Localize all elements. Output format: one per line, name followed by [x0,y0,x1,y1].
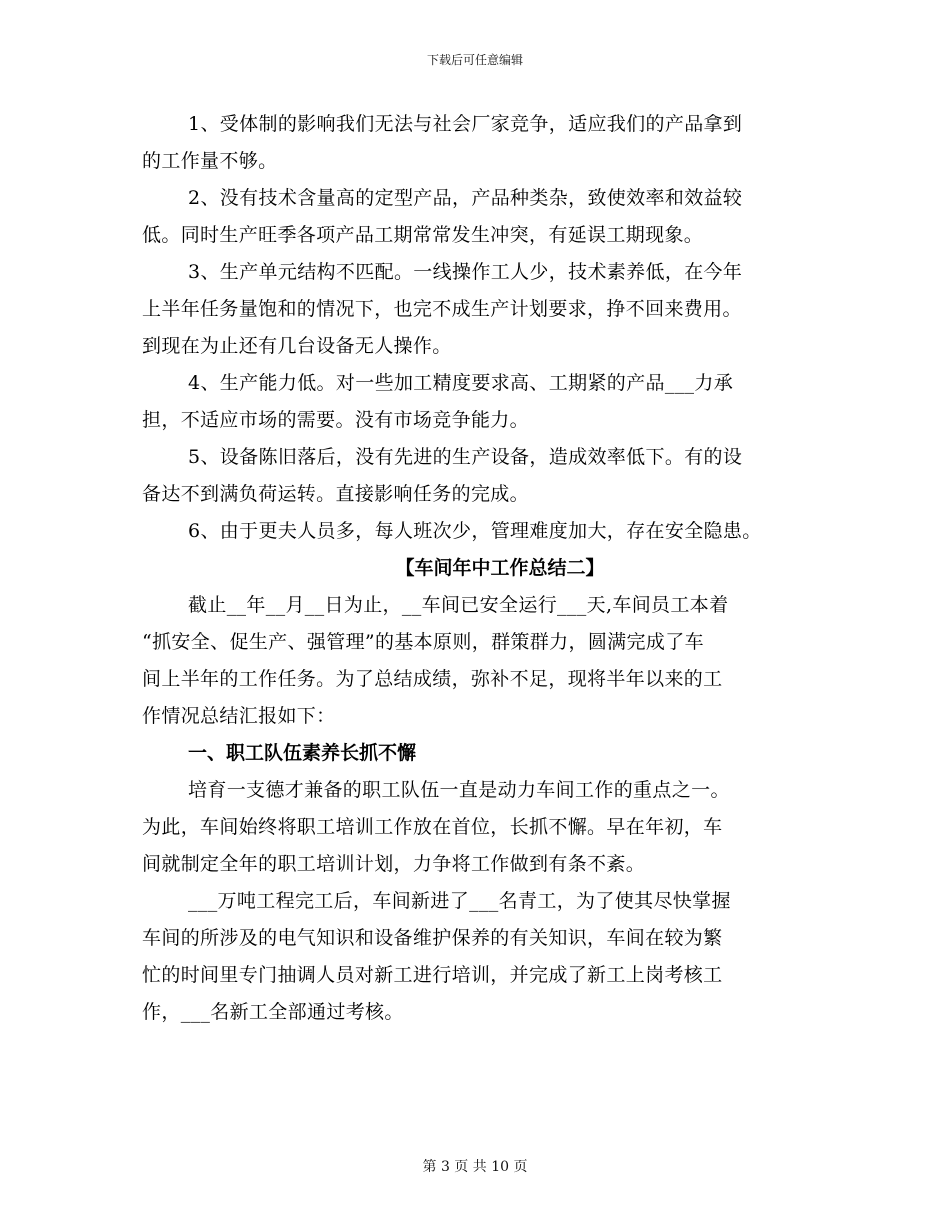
paragraph-line: “抓安全、促生产、强管理”的基本原则，群策群力，圆满完成了车 [142,631,704,653]
subsection-heading: 一、职工队伍素养长抓不懈 [188,742,417,764]
paragraph-line: 3、生产单元结构不匹配。一线操作工人少，技术素养低，在今年 [188,261,743,283]
paragraph-line: 的工作量不够。 [142,150,278,172]
paragraph-line: 为此，车间始终将职工培训工作放在首位，长抓不懈。早在年初，车 [142,816,723,838]
paragraph-line: 担，不适应市场的需要。没有市场竞争能力。 [142,409,530,431]
document-body [142,106,822,1031]
paragraph-line: 上半年任务量饱和的情况下，也完不成生产计划要求，挣不回来费用。 [142,298,742,320]
paragraph-line: 截止__年__月__日为止，__车间已安全运行___天,车间员工本着 [188,594,729,616]
paragraph-line: 培育一支德才兼备的职工队伍一直是动力车间工作的重点之一。 [188,779,730,801]
paragraph-line: 间上半年的工作任务。为了总结成绩，弥补不足，现将半年以来的工 [142,668,723,690]
paragraph-line: 作，___名新工全部通过考核。 [142,1001,404,1023]
paragraph-line: 间就制定全年的职工培训计划，力争将工作做到有条不紊。 [142,853,646,875]
paragraph-line: 2、没有技术含量高的定型产品，产品种类杂，致使效率和效益较 [188,187,743,209]
section-heading: 【车间年中工作总结二】 [395,557,605,579]
paragraph-line: 1、受体制的影响我们无法与社会厂家竞争，适应我们的产品拿到 [188,113,743,135]
page-header: 下载后可任意编辑 [426,53,523,67]
paragraph-line: 低。同时生产旺季各项产品工期常常发生冲突，有延误工期现象。 [142,224,704,246]
page-number: 第 3 页 共 10 页 [422,1159,528,1175]
paragraph-line: 4、生产能力低。对一些加工精度要求高、工期紧的产品___力承 [188,372,734,394]
paragraph-line: 作情况总结汇报如下： [142,705,336,727]
paragraph-line: 到现在为止还有几台设备无人操作。 [142,335,452,357]
paragraph-line: ___万吨工程完工后，车间新进了___名青工，为了使其尽快掌握 [188,890,731,912]
paragraph-line: 忙的时间里专门抽调人员对新工进行培训，并完成了新工上岗考核工 [142,964,723,986]
paragraph-line: 备达不到满负荷运转。直接影响任务的完成。 [142,483,530,505]
paragraph-line: 车间的所涉及的电气知识和设备维护保养的有关知识，车间在较为繁 [142,927,723,949]
paragraph-line: 5、设备陈旧落后，没有先进的生产设备，造成效率低下。有的设 [188,446,743,468]
paragraph-line: 6、由于更夫人员多，每人班次少，管理难度加大，存在安全隐患。 [188,520,762,542]
